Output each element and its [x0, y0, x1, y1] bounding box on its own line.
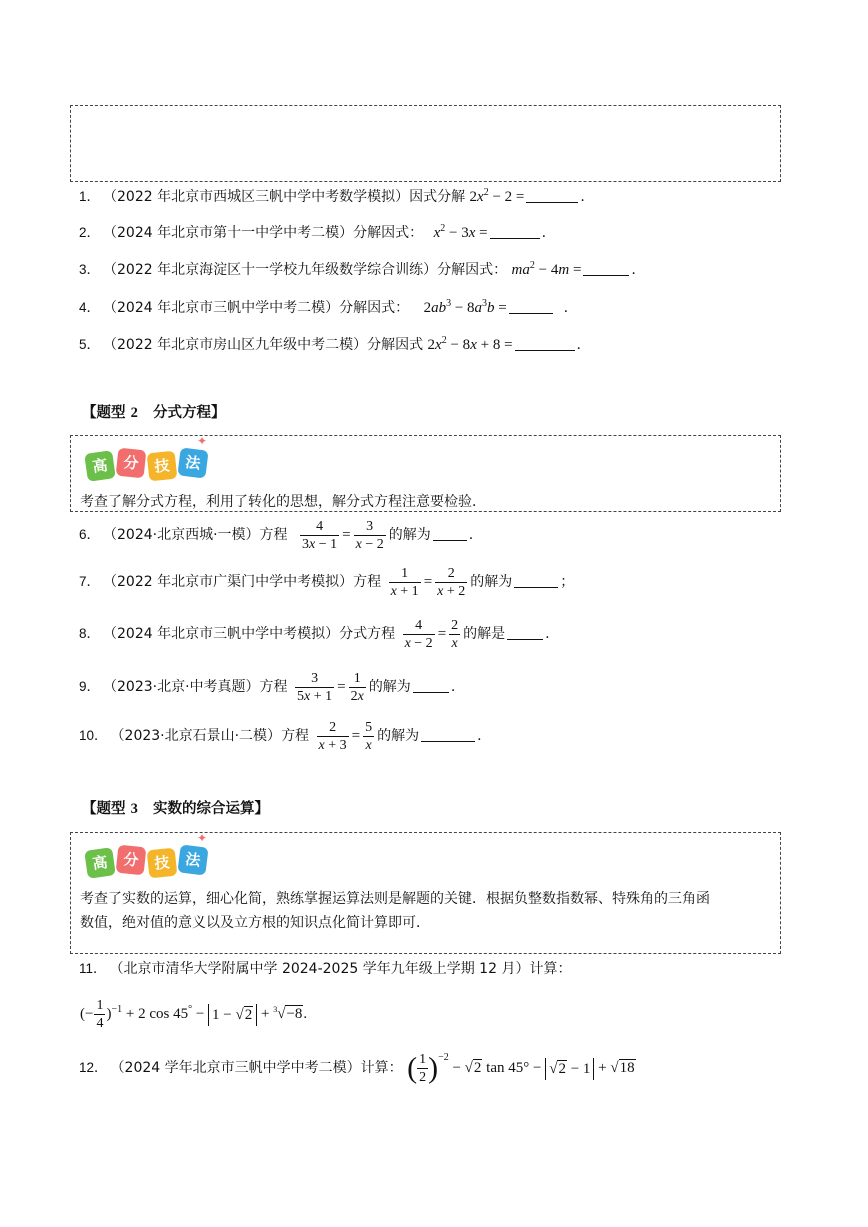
badge-char: 高 [84, 450, 116, 482]
badge-char: 高 [84, 847, 116, 879]
answer-blank[interactable] [507, 625, 543, 640]
answer-blank[interactable] [526, 188, 578, 203]
answer-blank[interactable] [515, 336, 575, 351]
math-expression: ( $\frac{1}{2}$ )$^{-2}$ − √2 tan 45° − √2 − 1 + √18 [407, 1051, 635, 1086]
tip-box-top [70, 105, 781, 182]
sparkle-icon: ✦ [197, 434, 208, 448]
math-expression: $2ab^3 - 8a^3b$ = [423, 298, 507, 316]
question-8: 8． （2024 年北京市三帆中学中考模拟）分式方程 $\frac{4}{x - 2}$ = $\frac{2}{x}$ 的解是 . [79, 617, 550, 651]
tip-text-3: 考查了实数的运算，细心化简，熟练掌握运算法则是解题的关键．根据负整数指数幂、特殊角的三角函 数值，绝对值的意义以及立方根的知识点化简计算即可． [80, 891, 710, 931]
question-3: 3． （2022 年北京海淀区十一学校九年级数学综合训练）分解因式： $ma^2 - 4m$ = . [79, 260, 636, 278]
question-7: 7． （2022 年北京市广渠门中学中考模拟）方程 $\frac{1}{x + 1}$ = $\frac{2}{x + 2}$ 的解为 ； [79, 565, 575, 599]
math-expression: $x^2 - 3x$ = [433, 223, 488, 241]
math-expression: $2x^2 - 2$ = [469, 187, 525, 205]
fraction: $\frac{2}{x + 3}$ [318, 719, 347, 753]
badge-char: 技 [147, 451, 178, 482]
math-expression: $2x^2 - 8x + 8$ = [427, 335, 513, 353]
answer-blank[interactable] [433, 526, 467, 541]
section-heading-2: 【题型 2 分式方程】 [82, 405, 226, 421]
question-1: 1． （2022 年北京市西城区三帆中学中考数学模拟）因式分解 $2x^2 - 2$ = . [79, 187, 585, 205]
badge-char: 法 [177, 844, 208, 875]
question-2: 2． （2024 年北京市第十一中学中考二模）分解因式： $x^2 - 3x$ = . [79, 223, 547, 241]
section-heading-3: 【题型 3 实数的综合运算】 [82, 801, 269, 817]
tip-text-2: 考查了解分式方程，利用了转化的思想，解分式方程注意要检验． [80, 494, 486, 510]
answer-blank[interactable] [413, 678, 449, 693]
fraction: $\frac{3}{x - 2}$ [355, 518, 384, 552]
sparkle-icon: ✦ [197, 831, 208, 845]
math-expression: $ma^2 - 4m$ = [511, 260, 582, 278]
question-6: 6． （2024·北京西城·一模）方程 $\frac{4}{3x - 1}$ = $\frac{3}{x - 2}$ 的解为 . [79, 518, 474, 552]
answer-blank[interactable] [509, 299, 553, 314]
fraction: $\frac{4}{x - 2}$ [404, 617, 433, 651]
fraction: $\frac{2}{x}$ [451, 617, 459, 651]
fraction: $\frac{5}{x}$ [365, 719, 373, 753]
question-10: 10． （2023·北京石景山·二模）方程 $\frac{2}{x + 3}$ = $\frac{5}{x}$ 的解为 . [79, 719, 482, 753]
question-9: 9． （2023·北京·中考真题）方程 $\frac{3}{5x + 1}$ = $\frac{1}{2x}$ 的解为 . [79, 670, 456, 704]
badge-char: 分 [116, 448, 147, 479]
fraction: $\frac{1}{x + 1}$ [390, 565, 419, 599]
fraction: $\frac{3}{5x + 1}$ [297, 670, 333, 704]
fraction: $\frac{1}{2x}$ [350, 670, 364, 704]
answer-blank[interactable] [514, 573, 558, 588]
question-4: 4． （2024 年北京市三帆中学中考二模）分解因式： $2ab^3 - 8a^3b$ = . [79, 298, 569, 316]
question-11-expression: (− $\frac{1}{4}$ )$^{-1}$ + 2 cos 45° − 1 − √2 + $^3$√−8. [80, 998, 308, 1031]
badge-char: 技 [147, 848, 178, 879]
question-5: 5． （2022 年北京市房山区九年级中考二模）分解因式 $2x^2 - 8x + 8$ = . [79, 335, 581, 353]
question-11: 11． （北京市清华大学附属中学 2024-2025 学年九年级上学期 12 月）计算： [79, 961, 572, 977]
fraction: $\frac{2}{x + 2}$ [437, 565, 466, 599]
answer-blank[interactable] [421, 727, 475, 742]
badge-char: 法 [177, 447, 208, 478]
fraction: $\frac{4}{3x - 1}$ [302, 518, 338, 552]
answer-blank[interactable] [490, 224, 540, 239]
answer-blank[interactable] [583, 261, 629, 276]
question-12: 12． （2024 学年北京市三帆中学中考二模）计算： ( $\frac{1}{2}$ )$^{-2}$ − √2 tan 45° − √2 − 1 + √18 [79, 1051, 635, 1086]
badge-char: 分 [116, 845, 147, 876]
